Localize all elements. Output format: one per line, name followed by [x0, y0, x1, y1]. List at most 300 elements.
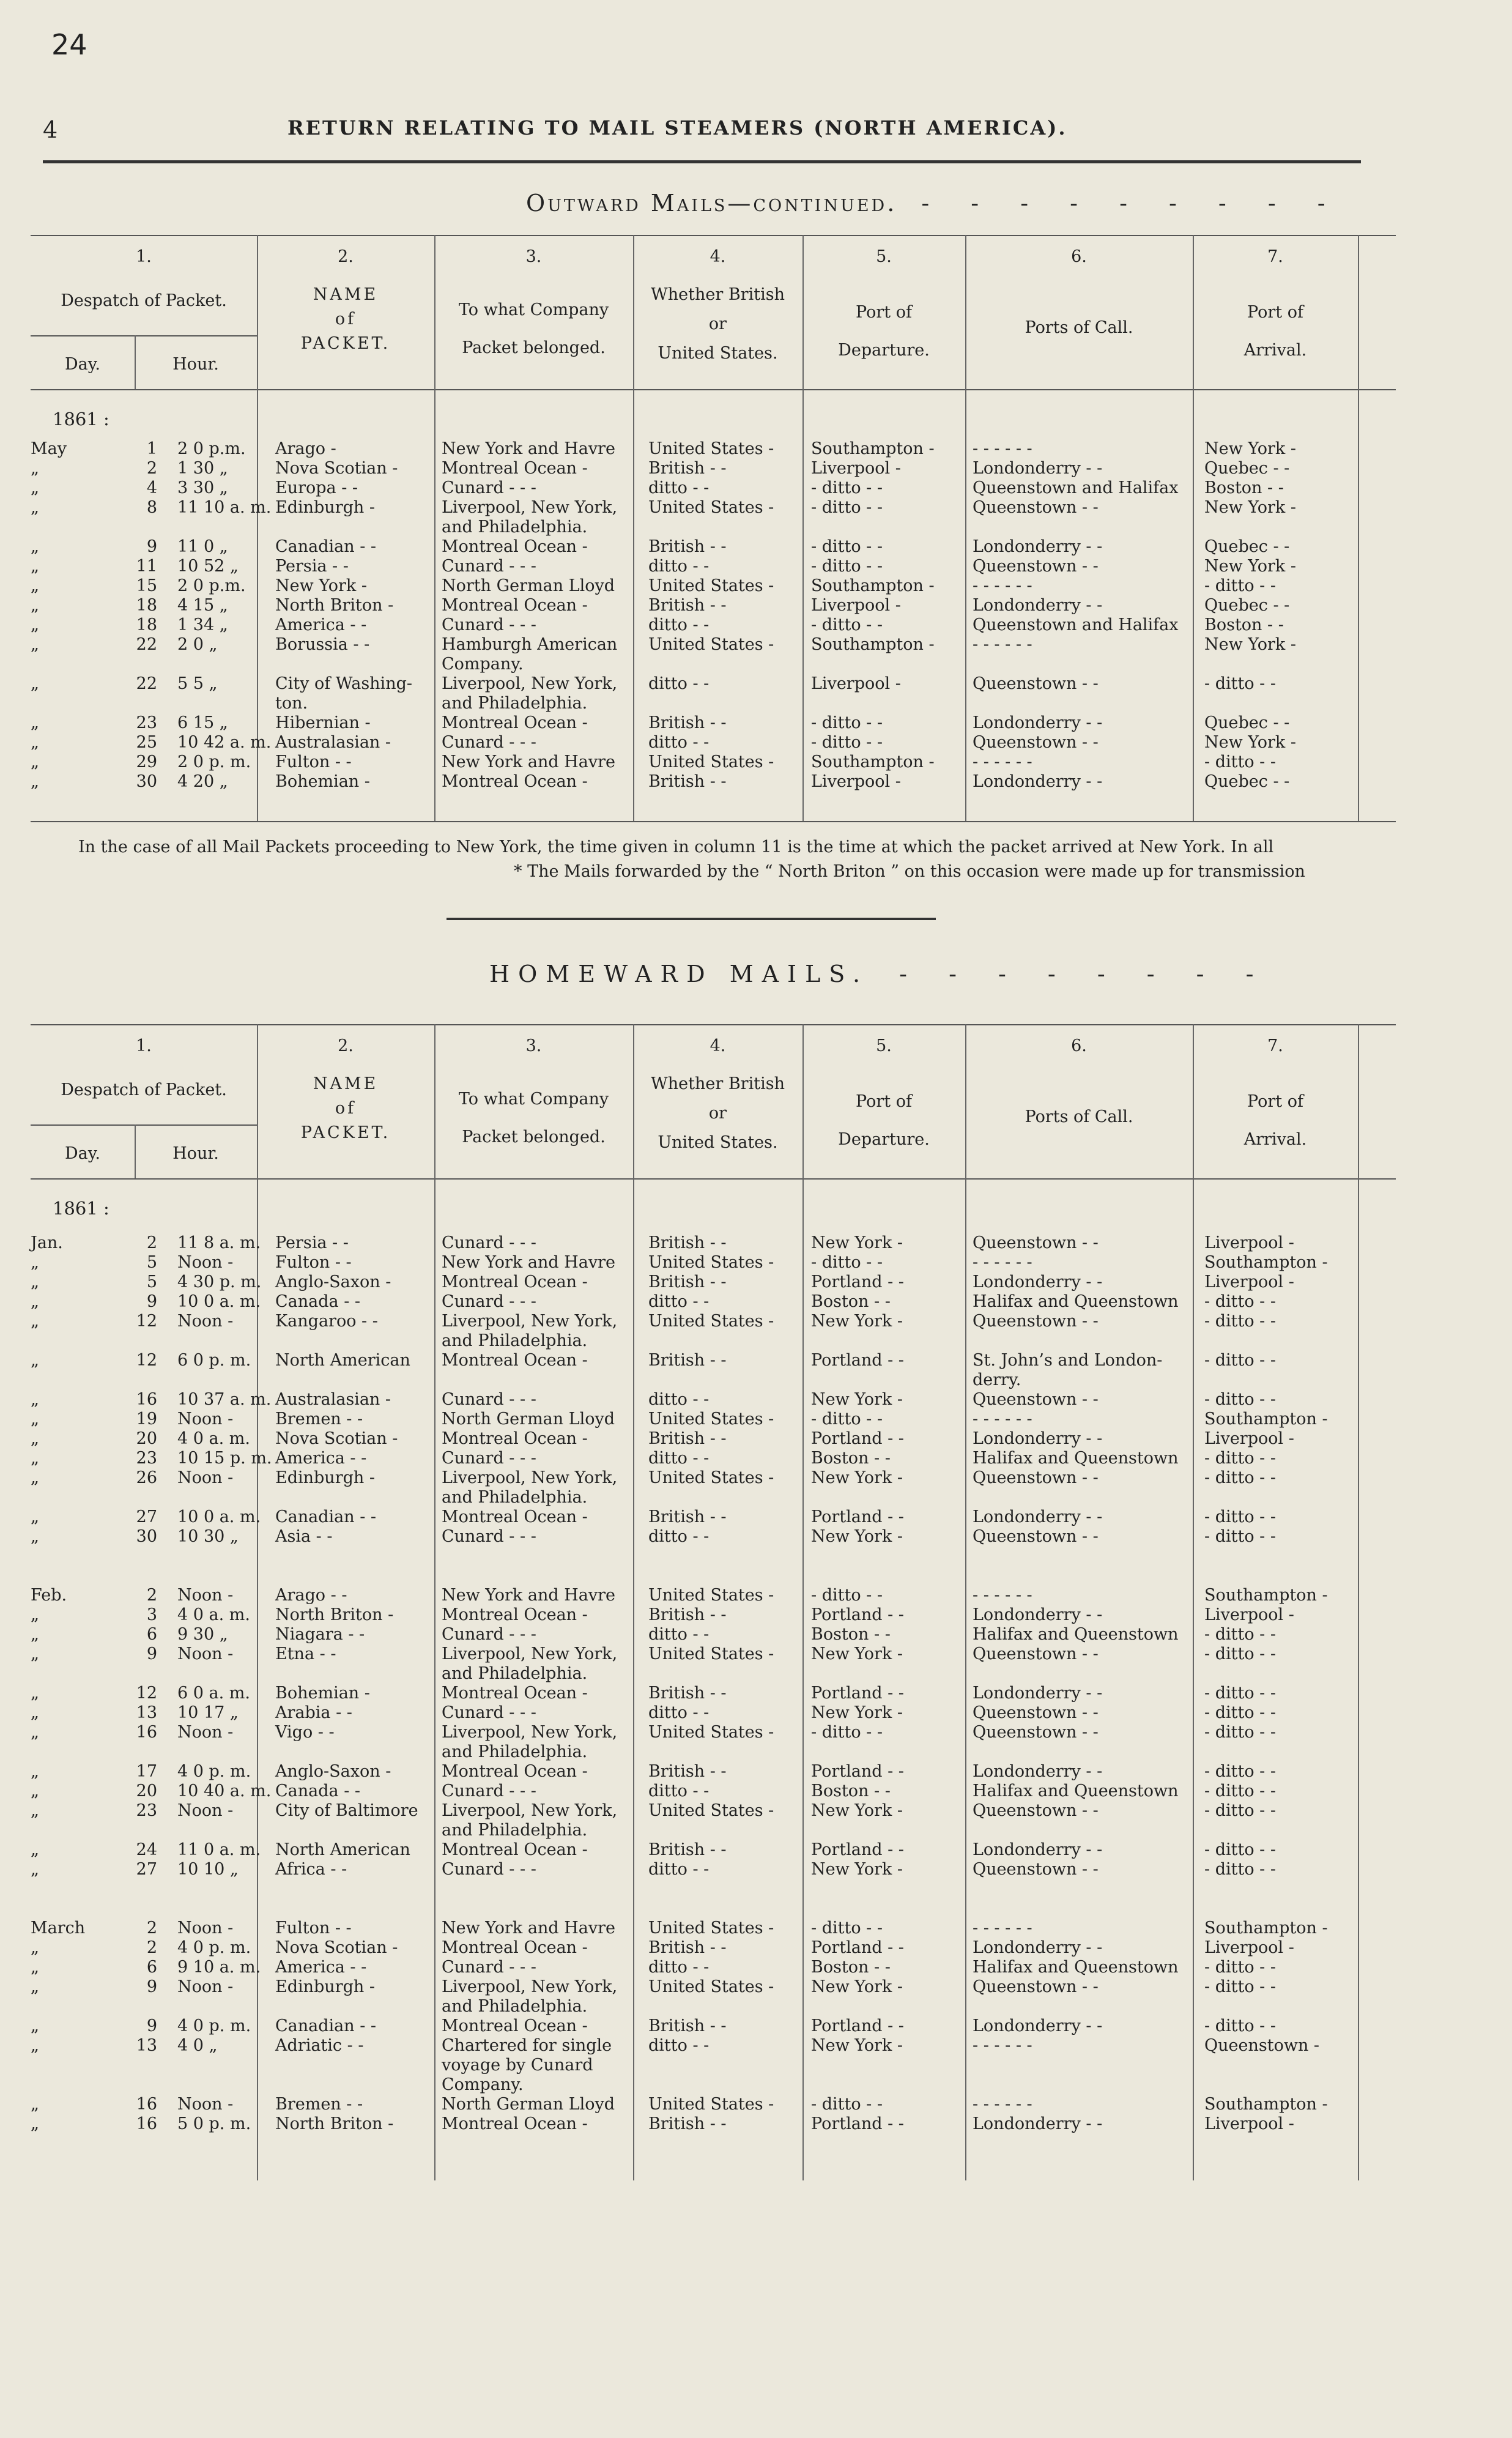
cell-nationality	[648, 1233, 821, 1253]
cell-line: 6	[146, 1625, 157, 1644]
cell-line: New York -	[811, 1390, 903, 1409]
cell-hour	[177, 1801, 287, 1821]
cell-line: Etna - -	[275, 1645, 336, 1663]
cell-line: 10 10 „	[177, 1860, 239, 1879]
cell-line: Hamburgh American	[442, 635, 618, 654]
cell-arrival-port	[1204, 1801, 1388, 1821]
cell-nationality	[648, 1253, 821, 1273]
header-arrival	[1193, 294, 1358, 370]
cell-line: - ditto - -	[1204, 753, 1276, 771]
cell-line: 4 20 „	[177, 772, 228, 791]
cell-nationality	[648, 1273, 821, 1292]
cell-line: 19	[136, 1410, 157, 1429]
cell-arrival-port	[1204, 1762, 1388, 1782]
cell-line: British - -	[648, 2016, 727, 2035]
cell-line: 2	[146, 1919, 157, 1938]
cell-line: Cunard - - -	[442, 1527, 536, 1546]
cell-line: Montreal Ocean -	[442, 1351, 588, 1370]
cell-arrival-port	[1204, 478, 1388, 498]
cell-line: North American	[275, 1351, 410, 1370]
cell-month	[31, 2114, 89, 2134]
cell-line: Cunard - - -	[442, 615, 536, 634]
cell-ports-of-call	[973, 733, 1242, 753]
cell-line: 16	[136, 2114, 157, 2133]
cell-ports-of-call	[973, 2114, 1242, 2134]
cell-departure-port	[811, 498, 988, 518]
cell-company	[442, 1390, 663, 1410]
cell-line: United States -	[648, 1977, 774, 1996]
header-flag-l2: or	[708, 1104, 727, 1123]
cell-packet-name	[275, 2095, 448, 2114]
header-flag-l1: Whether British	[651, 285, 785, 304]
cell-line: Quebec - -	[1204, 459, 1290, 478]
col-number: 1.	[136, 1036, 152, 1055]
cell-line: Cunard - - -	[442, 1625, 536, 1644]
cell-line: 6 15 „	[177, 713, 228, 732]
cell-line: Edinburgh -	[275, 1468, 375, 1487]
cell-line: „	[31, 576, 39, 595]
table-rule	[31, 1024, 1396, 1025]
cell-arrival-port	[1204, 1468, 1388, 1488]
cell-line: ton.	[275, 694, 308, 713]
cell-line: Queenstown - -	[973, 1860, 1099, 1879]
cell-line: Queenstown - -	[973, 733, 1099, 752]
cell-departure-port	[811, 1292, 988, 1312]
cell-ports-of-call	[973, 772, 1242, 792]
cell-departure-port	[811, 596, 988, 615]
col-number: 3.	[525, 247, 542, 266]
cell-line: Noon -	[177, 1723, 234, 1742]
header-company-l2: Packet belonged.	[462, 1128, 606, 1147]
cell-line: 4 0 a. m.	[177, 1429, 250, 1448]
cell-line: Cunard - - -	[442, 1860, 536, 1879]
cell-hour	[177, 1468, 287, 1488]
header-departure	[802, 1083, 965, 1159]
cell-packet-name	[275, 557, 448, 576]
cell-line: North German Lloyd	[442, 576, 615, 595]
cell-hour	[177, 1645, 287, 1664]
cell-nationality	[648, 1292, 821, 1312]
cell-company	[442, 1468, 663, 1507]
cell-hour	[177, 1703, 287, 1723]
cell-line: „	[31, 1684, 39, 1703]
cell-line: British - -	[648, 1938, 727, 1957]
cell-departure-port	[811, 1410, 988, 1429]
cell-departure-port	[811, 1977, 988, 1997]
cell-departure-port	[811, 1507, 988, 1527]
cell-line: Londonderry - -	[973, 1762, 1103, 1781]
cell-line: Liverpool -	[1204, 1273, 1294, 1291]
cell-line: Liverpool, New York,	[442, 498, 618, 517]
cell-line: 27	[136, 1507, 157, 1526]
cell-packet-name	[275, 1684, 448, 1703]
cell-nationality	[648, 713, 821, 733]
cell-month	[31, 459, 89, 478]
cell-arrival-port	[1204, 1586, 1388, 1605]
cell-day	[89, 1292, 157, 1312]
cell-line: Montreal Ocean -	[442, 537, 588, 556]
cell-packet-name	[275, 1605, 448, 1625]
cell-line: Londonderry - -	[973, 459, 1103, 478]
cell-line: City of Washing-	[275, 674, 412, 693]
cell-company	[442, 596, 663, 615]
cell-arrival-port	[1204, 1605, 1388, 1625]
cell-line: Halifax and Queenstown	[973, 1449, 1179, 1468]
cell-line: „	[31, 1253, 39, 1272]
cell-line: 3	[146, 1605, 157, 1624]
cell-day	[89, 1273, 157, 1292]
cell-month	[31, 1958, 89, 1977]
cell-day	[89, 733, 157, 753]
cell-packet-name	[275, 1527, 448, 1547]
cell-ports-of-call	[973, 1312, 1242, 1331]
cell-hour	[177, 1605, 287, 1625]
cell-line: and Philadelphia.	[442, 518, 588, 537]
cell-nationality	[648, 674, 821, 694]
cell-company	[442, 1586, 663, 1605]
cell-departure-port	[811, 1645, 988, 1664]
cell-nationality	[648, 733, 821, 753]
cell-packet-name	[275, 1253, 448, 1273]
table-rule	[31, 1178, 1396, 1180]
cell-day	[89, 1860, 157, 1879]
cell-arrival-port	[1204, 1977, 1388, 1997]
cell-line: Queenstown - -	[973, 1233, 1099, 1252]
page-number: 24	[51, 28, 87, 61]
cell-line: 10 17 „	[177, 1703, 239, 1722]
cell-departure-port	[811, 1312, 988, 1331]
cell-line: 20	[136, 1782, 157, 1801]
cell-ports-of-call	[973, 2095, 1242, 2114]
cell-departure-port	[811, 439, 988, 459]
cell-line: „	[31, 1782, 39, 1801]
cell-nationality	[648, 1468, 821, 1488]
cell-month	[31, 1625, 89, 1645]
header-name-l3: PACKET.	[300, 334, 391, 353]
cell-line: Quebec - -	[1204, 596, 1290, 615]
cell-packet-name	[275, 2036, 448, 2056]
cell-line: 2 0 p.m.	[177, 439, 246, 458]
cell-line: 11 0 „	[177, 537, 228, 556]
cell-packet-name	[275, 1273, 448, 1292]
cell-line: New York -	[811, 1468, 903, 1487]
cell-company	[442, 498, 663, 537]
cell-company	[442, 2114, 663, 2134]
cell-line: Montreal Ocean -	[442, 1507, 588, 1526]
cell-month	[31, 576, 89, 596]
cell-arrival-port	[1204, 1273, 1388, 1292]
cell-day	[89, 557, 157, 576]
cell-month	[31, 1468, 89, 1488]
cell-packet-name	[275, 733, 448, 753]
cell-line: Montreal Ocean -	[442, 1938, 588, 1957]
cell-departure-port	[811, 1449, 988, 1468]
cell-line: - ditto - -	[811, 1253, 883, 1272]
cell-ports-of-call	[973, 753, 1242, 772]
cell-line: Noon -	[177, 1586, 234, 1605]
cell-line: - ditto - -	[1204, 1507, 1276, 1526]
cell-company	[442, 439, 663, 459]
cell-line: America - -	[275, 615, 367, 634]
cell-line: Southampton -	[1204, 2095, 1328, 2114]
cell-month	[31, 2016, 89, 2036]
cell-line: - - - - - -	[973, 1410, 1032, 1429]
cell-arrival-port	[1204, 1840, 1388, 1860]
cell-packet-name	[275, 1938, 448, 1958]
cell-hour	[177, 635, 287, 655]
cell-line: Niagara - -	[275, 1625, 365, 1644]
cell-month	[31, 1977, 89, 1997]
cell-hour	[177, 2114, 287, 2134]
cell-nationality	[648, 1605, 821, 1625]
cell-line: 2 0 p. m.	[177, 753, 251, 771]
cell-line: Halifax and Queenstown	[973, 1958, 1179, 1977]
cell-day	[89, 1645, 157, 1664]
col-number: 2.	[338, 1036, 354, 1055]
cell-line: - ditto - -	[1204, 1468, 1276, 1487]
cell-arrival-port	[1204, 1253, 1388, 1273]
cell-line: United States -	[648, 1919, 774, 1938]
header-departure-l2: Departure.	[838, 1130, 930, 1149]
cell-line: Anglo-Saxon -	[275, 1762, 391, 1781]
cell-month	[31, 498, 89, 518]
cell-line: ditto - -	[648, 733, 710, 752]
cell-month	[31, 1782, 89, 1801]
cell-packet-name	[275, 1351, 448, 1370]
cell-line: British - -	[648, 1429, 727, 1448]
cell-line: New York -	[811, 2036, 903, 2055]
cell-month	[31, 439, 89, 459]
table-rule	[31, 389, 1396, 390]
cell-line: 12	[136, 1684, 157, 1703]
cell-nationality	[648, 772, 821, 792]
cell-line: United States -	[648, 1312, 774, 1331]
homeward-table	[31, 1022, 1396, 2184]
cell-day	[89, 1919, 157, 1938]
cell-arrival-port	[1204, 1351, 1388, 1370]
cell-packet-name	[275, 1782, 448, 1801]
cell-month	[31, 1860, 89, 1879]
cell-line: „	[31, 1429, 39, 1448]
cell-line: Arago -	[275, 439, 336, 458]
cell-company	[442, 1273, 663, 1292]
cell-hour	[177, 1958, 287, 1977]
cell-line: Cunard - - -	[442, 1292, 536, 1311]
cell-line: Persia - -	[275, 1233, 349, 1252]
cell-arrival-port	[1204, 733, 1388, 753]
cell-ports-of-call	[973, 1645, 1242, 1664]
cell-month	[31, 1723, 89, 1742]
cell-line: Queenstown - -	[973, 1645, 1099, 1663]
cell-line: „	[31, 596, 39, 615]
cell-line: Nova Scotian -	[275, 1938, 398, 1957]
cell-line: „	[31, 1938, 39, 1957]
cell-line: New York -	[275, 576, 368, 595]
cell-line: Portland - -	[811, 1273, 904, 1291]
cell-line: Australasian -	[275, 1390, 391, 1409]
year-label: 1861 :	[53, 1198, 109, 1219]
cell-hour	[177, 615, 287, 635]
cell-departure-port	[811, 576, 988, 596]
cell-line: - - - - - -	[973, 2036, 1032, 2055]
cell-ports-of-call	[973, 713, 1242, 733]
cell-arrival-port	[1204, 713, 1388, 733]
cell-line: Quebec - -	[1204, 537, 1290, 556]
cell-line: Chartered for single	[442, 2036, 612, 2055]
cell-line: Montreal Ocean -	[442, 459, 588, 478]
cell-line: Montreal Ocean -	[442, 2114, 588, 2133]
cell-line: 17	[136, 1762, 157, 1781]
cell-ports-of-call	[973, 674, 1242, 694]
col-number: 4.	[710, 1036, 726, 1055]
header-name	[257, 1072, 434, 1145]
cell-line: Halifax and Queenstown	[973, 1625, 1179, 1644]
cell-line: Portland - -	[811, 2114, 904, 2133]
cell-line: 11 10 a. m.	[177, 498, 272, 517]
cell-line: Asia - -	[275, 1527, 333, 1546]
cell-hour	[177, 1762, 287, 1782]
cell-line: St. John’s and London-	[973, 1351, 1163, 1370]
cell-line: New York -	[811, 1527, 903, 1546]
cell-packet-name	[275, 576, 448, 596]
cell-arrival-port	[1204, 2036, 1388, 2056]
cell-line: ditto - -	[648, 1527, 710, 1546]
cell-line: United States -	[648, 1723, 774, 1742]
cell-line: - ditto - -	[811, 1723, 883, 1742]
cell-line: and Philadelphia.	[442, 1488, 588, 1507]
cell-nationality	[648, 2114, 821, 2134]
cell-day	[89, 1468, 157, 1488]
cell-arrival-port	[1204, 1782, 1388, 1801]
cell-hour	[177, 1840, 287, 1860]
cell-line: Vigo - -	[275, 1723, 335, 1742]
cell-departure-port	[811, 1390, 988, 1410]
homeward-title	[489, 961, 1270, 987]
folio: 4	[43, 116, 58, 143]
cell-company	[442, 459, 663, 478]
cell-month	[31, 1605, 89, 1625]
cell-company	[442, 1429, 663, 1449]
cell-departure-port	[811, 1253, 988, 1273]
cell-day	[89, 753, 157, 772]
cell-arrival-port	[1204, 1527, 1388, 1547]
header-flag-l3: United States.	[658, 1133, 778, 1152]
cell-arrival-port	[1204, 1312, 1388, 1331]
header-company-l2: Packet belonged.	[462, 338, 606, 357]
cell-line: and Philadelphia.	[442, 1997, 588, 2016]
cell-month	[31, 1312, 89, 1331]
cell-line: „	[31, 537, 39, 556]
cell-line: Cunard - - -	[442, 557, 536, 576]
cell-line: ditto - -	[648, 1292, 710, 1311]
cell-line: 4 0 „	[177, 2036, 218, 2055]
cell-line: Queenstown - -	[973, 1468, 1099, 1487]
header-flag-l2: or	[708, 314, 727, 333]
cell-hour	[177, 557, 287, 576]
cell-nationality	[648, 557, 821, 576]
cell-departure-port	[811, 615, 988, 635]
cell-departure-port	[811, 478, 988, 498]
cell-line: Hibernian -	[275, 713, 371, 732]
cell-month	[31, 1390, 89, 1410]
cell-departure-port	[811, 1723, 988, 1742]
cell-line: Feb.	[31, 1586, 67, 1605]
cell-day	[89, 1782, 157, 1801]
cell-hour	[177, 1449, 287, 1468]
cell-line: 12	[136, 1351, 157, 1370]
cell-line: Queenstown - -	[973, 557, 1099, 576]
cell-company	[442, 1958, 663, 1977]
cell-ports-of-call	[973, 1958, 1242, 1977]
cell-month	[31, 1801, 89, 1821]
cell-line: Londonderry - -	[973, 2114, 1103, 2133]
header-calls: Ports of Call.	[1025, 1107, 1133, 1126]
cell-company	[442, 1703, 663, 1723]
cell-packet-name	[275, 1801, 448, 1821]
cell-line: ditto - -	[648, 1390, 710, 1409]
cell-line: Liverpool -	[811, 596, 901, 615]
cell-line: Arabia - -	[275, 1703, 352, 1722]
header-despatch: Despatch of Packet.	[61, 291, 227, 310]
cell-line: Bremen - -	[275, 1410, 363, 1429]
cell-hour	[177, 753, 287, 772]
cell-line: - ditto - -	[1204, 1449, 1276, 1468]
cell-day	[89, 615, 157, 635]
cell-line: 12	[136, 1312, 157, 1331]
table-rule	[31, 335, 257, 336]
cell-line: Noon -	[177, 1919, 234, 1938]
table-rule	[31, 1124, 257, 1126]
cell-packet-name	[275, 439, 448, 459]
cell-line: Liverpool -	[1204, 2114, 1294, 2133]
cell-company	[442, 537, 663, 557]
cell-line: Londonderry - -	[973, 2016, 1103, 2035]
cell-day	[89, 1625, 157, 1645]
cell-line: - ditto - -	[811, 1586, 883, 1605]
cell-company	[442, 772, 663, 792]
col-number: 1.	[136, 247, 152, 266]
cell-departure-port	[811, 674, 988, 694]
col-number: 4.	[710, 247, 726, 266]
table-rule	[31, 821, 1396, 822]
cell-ports-of-call	[973, 576, 1242, 596]
cell-line: Kangaroo - -	[275, 1312, 378, 1331]
cell-nationality	[648, 1449, 821, 1468]
cell-line: „	[31, 635, 39, 654]
cell-line: Portland - -	[811, 1840, 904, 1859]
cell-hour	[177, 674, 287, 694]
cell-day	[89, 478, 157, 498]
cell-nationality	[648, 439, 821, 459]
cell-hour	[177, 1351, 287, 1370]
cell-line: - ditto - -	[811, 1410, 883, 1429]
header-flag-l3: United States.	[658, 344, 778, 363]
cell-line: - ditto - -	[1204, 674, 1276, 693]
cell-arrival-port	[1204, 772, 1388, 792]
cell-line: 4 30 p. m.	[177, 1273, 262, 1291]
cell-day	[89, 1527, 157, 1547]
cell-nationality	[648, 753, 821, 772]
cell-line: - ditto - -	[1204, 1625, 1276, 1644]
cell-line: British - -	[648, 1684, 727, 1703]
cell-line: Southampton -	[1204, 1253, 1328, 1272]
footnote: * The Mails forwarded by the “ North Briton ” on this occasion were made up for transmission	[514, 862, 1305, 881]
cell-ports-of-call	[973, 498, 1242, 518]
cell-line: 4 0 p. m.	[177, 2016, 251, 2035]
cell-packet-name	[275, 1625, 448, 1645]
cell-hour	[177, 1233, 287, 1253]
cell-line: 4 0 a. m.	[177, 1605, 250, 1624]
